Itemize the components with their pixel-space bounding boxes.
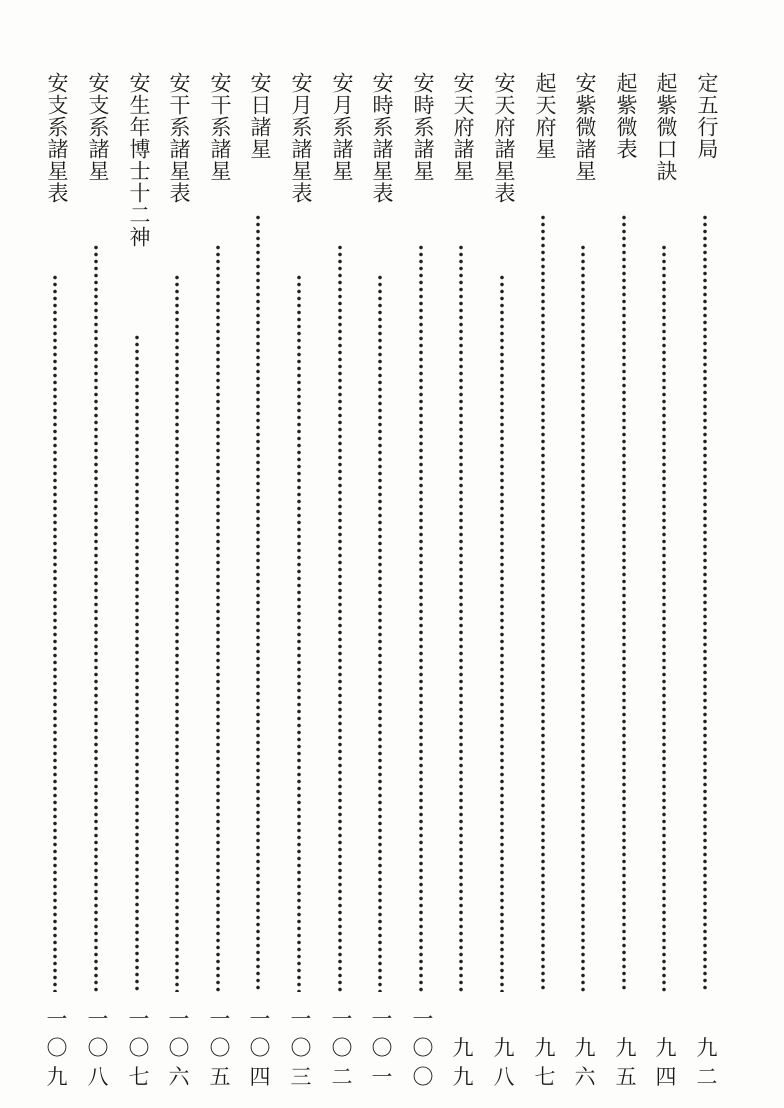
toc-entry-page-number (448, 1000, 478, 1092)
page-number-digit: 〇 (87, 1036, 109, 1060)
toc-entry-page-number (124, 1000, 154, 1092)
toc-entry-page-number (286, 1000, 316, 1092)
page-number-digit: 九 (615, 1036, 637, 1060)
page-number-digit: 四 (249, 1065, 271, 1089)
toc-entry-title: 安時系諸星 (411, 72, 435, 182)
page-number-digit: 九 (696, 1036, 718, 1060)
toc-entry-page-number (164, 1000, 194, 1092)
page-number-digit: 一 (46, 1007, 68, 1031)
page-number-digit: 〇 (290, 1036, 312, 1060)
page-number-digit: 〇 (331, 1036, 353, 1060)
toc-entry[interactable] (611, 72, 641, 1092)
toc-entry-title: 定五行局 (695, 72, 719, 160)
dot-leader (52, 274, 58, 992)
toc-entry-page-number (408, 1000, 438, 1092)
toc-entry[interactable] (205, 72, 235, 1092)
toc-entry[interactable] (448, 72, 478, 1092)
toc-entry-title: 安支系諸星 (86, 72, 110, 182)
page-number-digit: 〇 (371, 1036, 393, 1060)
toc-entry[interactable] (570, 72, 600, 1092)
page-number-digit: 一 (87, 1007, 109, 1031)
dot-leader (661, 244, 667, 992)
page-number-digit: 〇 (168, 1036, 190, 1060)
toc-entry-page-number (530, 1000, 560, 1092)
toc-entry[interactable] (124, 72, 154, 1092)
dot-leader (499, 274, 505, 992)
page-number-digit: 九 (46, 1065, 68, 1089)
toc-entry[interactable] (651, 72, 681, 1092)
page-number-digit: 六 (168, 1065, 190, 1089)
page-number-digit: 七 (534, 1065, 556, 1089)
dot-leader (458, 244, 464, 992)
page-number-digit: 〇 (412, 1036, 434, 1060)
toc-entry[interactable] (530, 72, 560, 1092)
dot-leader (296, 274, 302, 992)
page-number-digit: 一 (249, 1007, 271, 1031)
toc-entry[interactable] (692, 72, 722, 1092)
toc-entry-page-number (42, 1000, 72, 1092)
toc-entry-title: 安日諸星 (248, 72, 272, 160)
page-number-digit: 一 (128, 1007, 150, 1031)
dot-leader (580, 244, 586, 992)
toc-entry[interactable] (489, 72, 519, 1092)
toc-entry-page-number (489, 1000, 519, 1092)
toc-entry-title: 安天府諸星表 (492, 72, 516, 204)
page-number-digit: 七 (128, 1065, 150, 1089)
dot-leader (418, 244, 424, 992)
page-number-digit: 九 (574, 1036, 596, 1060)
toc-entry-page-number (611, 1000, 641, 1092)
page-number-digit: 〇 (209, 1036, 231, 1060)
toc-entry-page-number (692, 1000, 722, 1092)
toc-entry[interactable] (245, 72, 275, 1092)
page-number-digit: 六 (574, 1065, 596, 1089)
page-number-digit: 九 (452, 1036, 474, 1060)
dot-leader (377, 274, 383, 992)
dot-leader (93, 244, 99, 992)
page-number-digit: 一 (209, 1007, 231, 1031)
page-number-digit: 一 (412, 1007, 434, 1031)
page-number-digit: 九 (655, 1036, 677, 1060)
toc-entry-title: 安天府諸星 (451, 72, 475, 182)
page-number-digit: 一 (371, 1007, 393, 1031)
dot-leader (540, 214, 546, 992)
toc-entry-title: 安生年博士十二神 (127, 72, 151, 248)
page-number-digit: 〇 (128, 1036, 150, 1060)
dot-leader (134, 334, 140, 992)
dot-leader (702, 214, 708, 992)
toc-entry[interactable] (286, 72, 316, 1092)
page-number-digit: 一 (331, 1007, 353, 1031)
toc-entry[interactable] (42, 72, 72, 1092)
toc-entry-title: 起紫微口訣 (654, 72, 678, 182)
page-number-digit: 〇 (412, 1065, 434, 1089)
toc-entry[interactable] (83, 72, 113, 1092)
page-number-digit: 一 (168, 1007, 190, 1031)
toc-entry-page-number (651, 1000, 681, 1092)
dot-leader (621, 214, 627, 992)
page-number-digit: 五 (209, 1065, 231, 1089)
toc-entry-title: 起紫微表 (614, 72, 638, 160)
toc-entry-page-number (570, 1000, 600, 1092)
toc-entry-page-number (205, 1000, 235, 1092)
toc-entry-title: 安支系諸星表 (45, 72, 69, 204)
page-number-digit: 四 (655, 1065, 677, 1089)
toc-entry-title: 安干系諸星表 (167, 72, 191, 204)
toc-entry-page-number (245, 1000, 275, 1092)
toc-entry-page-number (83, 1000, 113, 1092)
dot-leader (255, 214, 261, 992)
dot-leader (337, 244, 343, 992)
page-number-digit: 五 (615, 1065, 637, 1089)
toc-entry-title: 起天府星 (533, 72, 557, 160)
page-number-digit: 九 (493, 1036, 515, 1060)
toc-entry[interactable] (408, 72, 438, 1092)
toc-entry-page-number (367, 1000, 397, 1092)
toc-entry[interactable] (164, 72, 194, 1092)
toc-entry[interactable] (367, 72, 397, 1092)
toc-entry-title: 安月系諸星 (330, 72, 354, 182)
dot-leader (215, 244, 221, 992)
page-number-digit: 九 (452, 1065, 474, 1089)
toc-entry[interactable] (327, 72, 357, 1092)
page-number-digit: 〇 (46, 1036, 68, 1060)
dot-leader (174, 274, 180, 992)
page-number-digit: 一 (290, 1007, 312, 1031)
toc-entry-title: 安月系諸星表 (289, 72, 313, 204)
toc-entry-title: 安干系諸星 (208, 72, 232, 182)
page-number-digit: 九 (534, 1036, 556, 1060)
toc-entry-title: 安紫微諸星 (573, 72, 597, 182)
page-number-digit: 二 (696, 1065, 718, 1089)
page-number-digit: 三 (290, 1065, 312, 1089)
page-number-digit: 八 (493, 1065, 515, 1089)
page-number-digit: 〇 (249, 1036, 271, 1060)
toc-entry-title: 安時系諸星表 (370, 72, 394, 204)
page-number-digit: 八 (87, 1065, 109, 1089)
toc-entry-page-number (327, 1000, 357, 1092)
page-number-digit: 一 (371, 1065, 393, 1089)
page-number-digit: 二 (331, 1065, 353, 1089)
